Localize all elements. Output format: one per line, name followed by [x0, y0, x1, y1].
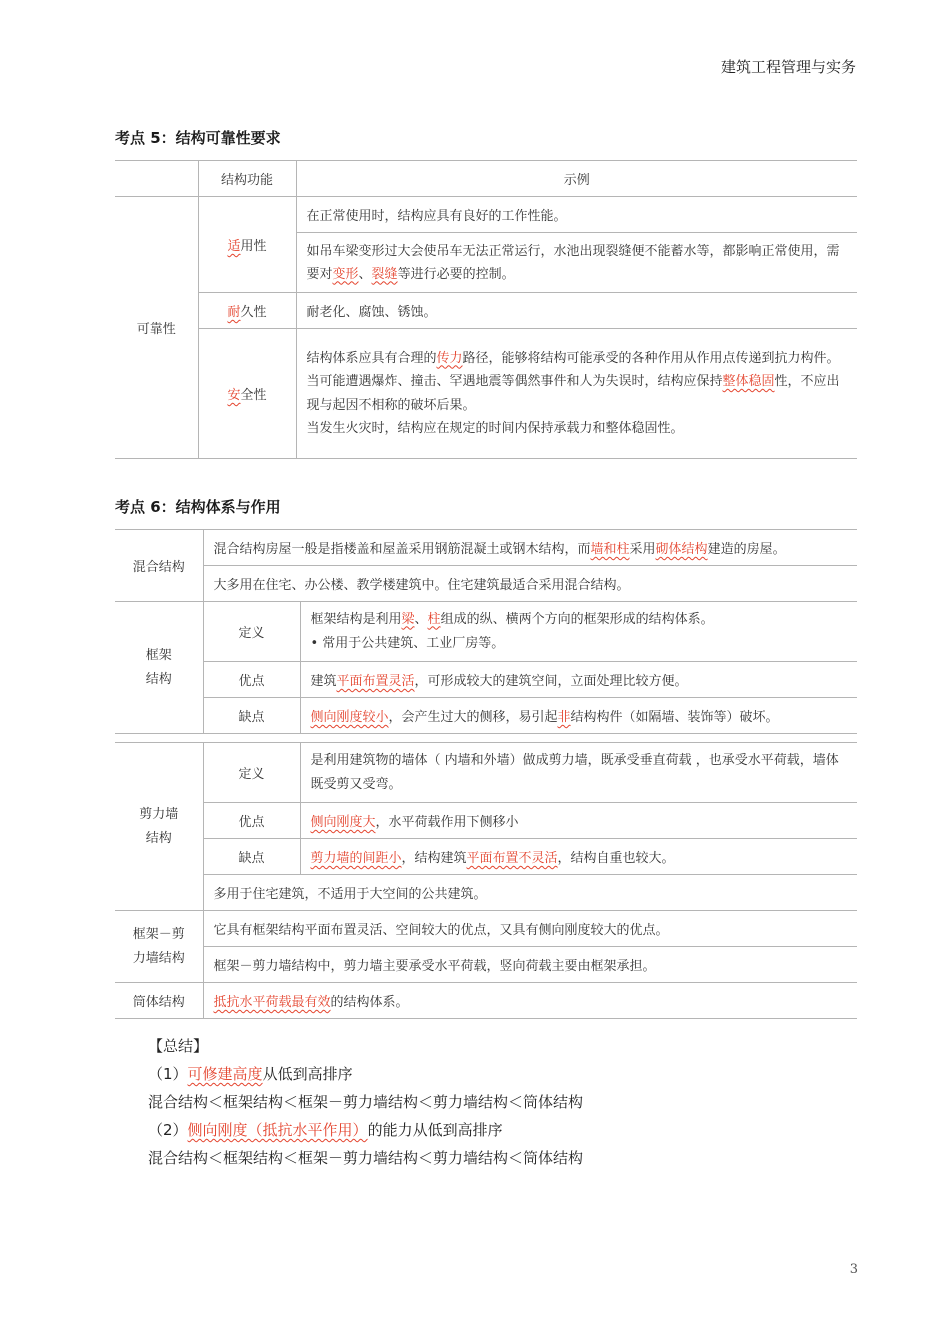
text-run: 的能力从低到高排序: [367, 1121, 503, 1139]
highlight: 抵抗水平荷载最有效: [213, 995, 331, 1010]
section5-title: 考点 5：结构可靠性要求: [115, 129, 281, 147]
table-row: [115, 947, 857, 983]
example-cell: [296, 233, 857, 293]
highlight: 柱: [427, 611, 441, 627]
table-row: [115, 329, 857, 459]
summary-item-1: [148, 1063, 353, 1084]
text-run: 结构构件（如隔墙、装饰等）破坏。: [570, 710, 779, 725]
highlight: 砌体结构: [655, 542, 708, 557]
text-run: 混合结构房屋一般是指楼盖和屋盖采用钢筋混凝土或钢木结构，而: [213, 542, 591, 557]
text-run: 采用: [629, 542, 656, 557]
document-header-title: 建筑工程管理与实务: [720, 58, 856, 76]
reliability-category: 可靠性: [115, 197, 198, 459]
reliability-table: [115, 160, 857, 459]
text-run: 建造的房屋。: [707, 542, 786, 557]
function-label-rest: 久性: [240, 305, 267, 320]
label-line: 框架－剪: [132, 926, 185, 942]
highlight: 侧向刚度（抵抗水平作用）: [187, 1121, 368, 1139]
table-row: [115, 197, 857, 233]
table-row: [115, 743, 857, 803]
table-row: [115, 911, 857, 947]
frame-structure-label: [115, 602, 203, 734]
function-safety: [198, 329, 296, 459]
text-run: ，结构自重也较大。: [557, 851, 675, 866]
table-row: [115, 983, 857, 1019]
summary-order-2: 混合结构＜框架结构＜框架－剪力墙结构＜剪力墙结构＜筒体结构: [148, 1149, 584, 1167]
label-line: 力墙结构: [132, 950, 185, 966]
tube-structure-label: 筒体结构: [115, 983, 203, 1019]
text-run: （2）: [148, 1121, 188, 1139]
frame-def-line: [311, 608, 848, 632]
safety-line-1: [307, 347, 848, 371]
highlight: 安: [227, 388, 241, 403]
safety-line-3: 当发生火灾时，结构应在规定的时间内保持承载力和整体稳固性。: [306, 421, 684, 436]
highlight: 平面布置不灵活: [466, 851, 558, 866]
highlight: 可修建高度: [187, 1065, 263, 1083]
frame-shear-wall-label: [115, 911, 203, 983]
highlight: 墙和柱: [590, 542, 630, 557]
header-function: 结构功能: [198, 161, 296, 197]
function-label-rest: 全性: [240, 388, 267, 403]
text-run: ，可形成较大的建筑空间，立面处理比较方便。: [414, 674, 688, 689]
safety-line-2: [307, 370, 848, 417]
text-run: ，会产生过大的侧移，易引起: [388, 710, 558, 725]
text-run: 组成的纵、横两个方向的框架形成的结构体系。: [440, 611, 714, 627]
table-row: [115, 602, 857, 662]
function-label-rest: 用性: [240, 239, 267, 254]
content-cell: [300, 803, 857, 839]
highlight: 平面布置灵活: [336, 674, 415, 689]
text-run: 性，不应出现与起因不相称的破坏后果。: [306, 374, 840, 413]
table-row: [115, 566, 857, 602]
highlight: 非: [557, 710, 571, 725]
highlight: 整体稳固: [722, 374, 775, 389]
text-run: 建筑: [310, 674, 337, 689]
text-run: 、: [414, 611, 428, 627]
content-cell: [300, 662, 857, 698]
text-run: （1）: [148, 1065, 188, 1083]
sub-label: 优点: [203, 662, 300, 698]
highlight: 梁: [401, 611, 415, 627]
frame-def-bullet: • 常用于公共建筑、工业厂房等。: [310, 635, 505, 651]
mixed-structure-label: 混合结构: [115, 530, 203, 602]
table-header-row: [115, 161, 857, 197]
content-cell: 框架－剪力墙结构中，剪力墙主要承受水平荷载，竖向荷载主要由框架承担。: [203, 947, 857, 983]
content-cell: [203, 530, 857, 566]
function-durability: [198, 293, 296, 329]
content-cell: [300, 602, 857, 662]
text-run: 当可能遭遇爆炸、撞击、罕遇地震等偶然事件和人为失误时，结构应保持: [306, 374, 723, 389]
highlight: 侧向刚度较小: [310, 710, 389, 725]
summary-item-2: [148, 1119, 503, 1140]
highlight: 剪力墙的间距小: [310, 851, 402, 866]
sub-label: 定义: [203, 743, 300, 803]
label-line: 结构: [145, 671, 172, 687]
summary-order-1: 混合结构＜框架结构＜框架－剪力墙结构＜剪力墙结构＜筒体结构: [148, 1093, 584, 1111]
text-run: 框架结构是利用: [310, 611, 402, 627]
sub-label: 优点: [203, 803, 300, 839]
text-run: 、: [358, 266, 372, 282]
label-line: 结构: [145, 830, 172, 846]
sub-label: 缺点: [203, 698, 300, 734]
highlight: 侧向刚度大: [310, 815, 376, 830]
table-row: [115, 803, 857, 839]
label-line: 框架: [145, 647, 172, 663]
content-cell: 大多用在住宅、办公楼、教学楼建筑中。住宅建筑最适合采用混合结构。: [203, 566, 857, 602]
example-cell: 耐老化、腐蚀、锈蚀。: [296, 293, 857, 329]
text-run: 路径，能够将结构可能承受的各种作用从作用点传递到抗力构件。: [462, 350, 840, 366]
text-run: 从低到高排序: [262, 1065, 353, 1083]
shear-wall-label: [115, 743, 203, 911]
function-applicability: [198, 197, 296, 293]
table-row: [115, 698, 857, 734]
text-run: 结构体系应具有合理的: [306, 350, 437, 366]
text-run: 如吊车梁变形过大会使吊车无法正常运行，水池出现裂缝便不能蓄水等，都影响正常使用，需要对: [306, 243, 840, 282]
highlight: 变形: [332, 266, 359, 282]
content-cell: [300, 698, 857, 734]
content-cell: [203, 983, 857, 1019]
content-cell: 多用于住宅建筑，不适用于大空间的公共建筑。: [203, 875, 857, 911]
page-number: 3: [849, 1262, 858, 1277]
header-example: 示例: [296, 161, 857, 197]
example-cell: [296, 329, 857, 459]
text-run: 的结构体系。: [330, 995, 409, 1010]
highlight: 传力: [436, 350, 463, 366]
table-row: [115, 293, 857, 329]
table-row: [115, 839, 857, 875]
table-row: [115, 530, 857, 566]
example-cell: 在正常使用时，结构应具有良好的工作性能。: [296, 197, 857, 233]
highlight: 裂缝: [371, 266, 398, 282]
text-run: 等进行必要的控制。: [397, 266, 515, 282]
highlight: 适: [227, 239, 241, 254]
summary-title: 【总结】: [148, 1037, 209, 1055]
content-cell: 它具有框架结构平面布置灵活、空间较大的优点，又具有侧向刚度较大的优点。: [203, 911, 857, 947]
header-empty-cell: [115, 161, 198, 197]
sub-label: 定义: [203, 602, 300, 662]
table-row: [115, 875, 857, 911]
text-run: ，结构建筑: [401, 851, 467, 866]
structure-system-table-2: [115, 742, 857, 1019]
structure-system-table-1: [115, 529, 857, 734]
table-row: [115, 662, 857, 698]
label-line: 剪力墙: [139, 806, 179, 822]
highlight: 耐: [227, 305, 241, 320]
sub-label: 缺点: [203, 839, 300, 875]
section6-title: 考点 6：结构体系与作用: [115, 498, 281, 516]
content-cell: 是利用建筑物的墙体（ 内墙和外墙）做成剪力墙，既承受垂直荷载 ，也承受水平荷载，墙体既受剪又受弯。: [300, 743, 857, 803]
content-cell: [300, 839, 857, 875]
text-run: ，水平荷载作用下侧移小: [375, 815, 519, 830]
